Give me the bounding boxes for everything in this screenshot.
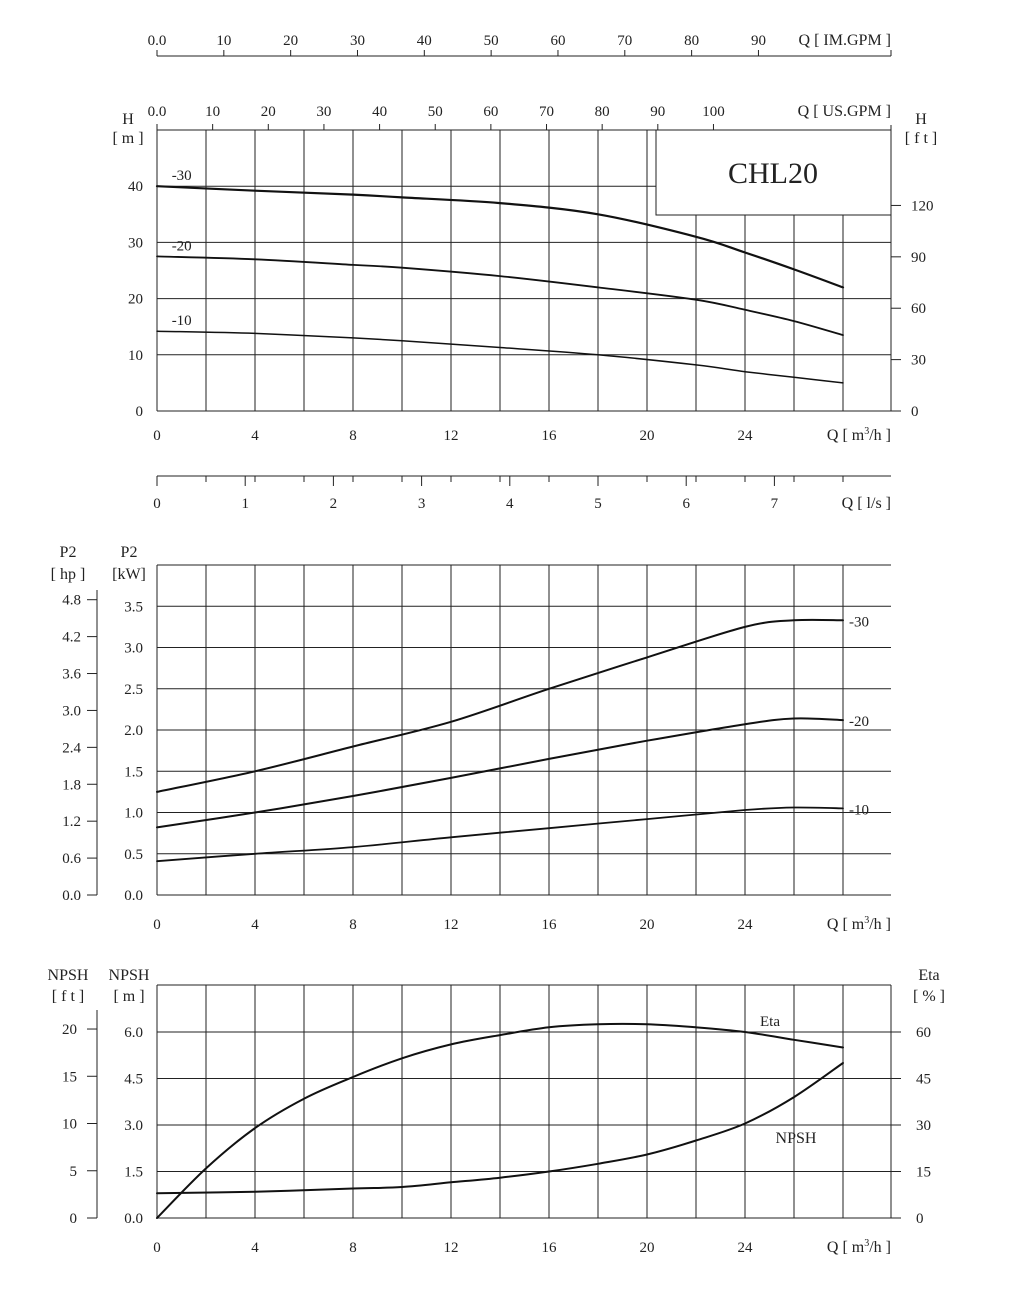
power-kw-tick-label: 0.0 [124, 888, 143, 904]
npsh-m-tick-label: 0.0 [124, 1211, 143, 1227]
npsh-x-axis-label [827, 1238, 891, 1256]
ls-axis-label: Q [ l/s ] [841, 495, 891, 512]
imgpm-tick-label: 20 [283, 33, 299, 49]
head-m-axis-unit: [ m ] [112, 130, 144, 147]
head-ft-tick-label: 0 [911, 404, 919, 420]
npsh-ft-axis-unit: [ f t ] [51, 988, 85, 1005]
power-curve-label: -30 [849, 614, 869, 631]
model-title-box [656, 130, 891, 215]
head-ft-axis-unit: [ f t ] [904, 130, 938, 147]
head-curve-label: -20 [171, 238, 192, 255]
usgpm-tick-label: 80 [594, 104, 610, 120]
power-x-tick-label: 20 [639, 917, 655, 933]
npsh-x-tick-label: 12 [443, 1240, 459, 1256]
power-kw-tick-label: 1.0 [124, 805, 143, 822]
power-kw-axis-title: P2 [120, 544, 138, 561]
usgpm-tick-label: 100 [702, 104, 725, 120]
power-hp-tick-label: 3.0 [62, 703, 81, 720]
power-x-tick-label: 24 [737, 917, 753, 933]
head-x-tick-label: 12 [443, 428, 459, 444]
usgpm-tick-label: 40 [372, 104, 388, 120]
eta-tick-label: 15 [916, 1164, 931, 1181]
power-x-axis-label [827, 915, 891, 933]
usgpm-axis-label: Q [ US.GPM ] [797, 103, 891, 120]
head-ft-tick-label: 30 [911, 352, 926, 369]
power-hp-tick-label: 4.8 [62, 592, 81, 609]
power-hp-tick-label: 1.2 [62, 814, 81, 831]
power-x-tick-label: 8 [349, 917, 357, 933]
npsh-x-tick-label: 16 [541, 1240, 557, 1256]
imgpm-tick-label: 90 [750, 33, 766, 49]
power-hp-axis-unit: [ hp ] [50, 566, 86, 583]
eta-tick-label: 0 [916, 1211, 924, 1227]
head-m-tick-label: 40 [128, 179, 143, 196]
npsh-m-axis-unit: [ m ] [113, 988, 145, 1005]
ls-tick-label: 2 [329, 496, 338, 512]
ls-tick-label: 5 [594, 496, 602, 512]
imgpm-tick-label: 70 [617, 33, 633, 49]
head-m-axis-title: H [122, 111, 134, 128]
power-kw-tick-label: 2.5 [124, 681, 143, 698]
power-kw-axis-unit: [kW] [112, 566, 146, 583]
power-hp-tick-label: 2.4 [62, 740, 81, 757]
usgpm-tick-label: 20 [260, 104, 276, 120]
npsh-curve-label: NPSH [775, 1130, 817, 1147]
npsh-m-axis-title: NPSH [108, 967, 150, 984]
npsh-m-tick-label: 4.5 [124, 1071, 143, 1088]
usgpm-tick-label: 60 [483, 104, 499, 120]
eta-axis-title: Eta [918, 967, 940, 984]
npsh-ft-tick-label: 10 [62, 1116, 77, 1133]
power-grid [157, 565, 891, 895]
npsh-x-tick-label: 24 [737, 1240, 753, 1256]
imgpm-tick-label: 40 [416, 33, 432, 49]
npsh-ft-tick-label: 15 [62, 1069, 77, 1086]
npsh-grid [157, 985, 891, 1218]
imgpm-tick-label: 0.0 [147, 33, 167, 49]
ls-tick-label: 3 [417, 496, 426, 512]
imgpm-axis-label: Q [ IM.GPM ] [798, 32, 891, 49]
usgpm-tick-label: 30 [316, 104, 332, 120]
power-hp-axis-title: P2 [59, 544, 77, 561]
power-x-tick-label: 0 [153, 917, 161, 933]
head-ft-tick-label: 120 [911, 198, 934, 215]
head-m-tick-label: 30 [128, 235, 143, 252]
head-m-tick-label: 20 [128, 291, 143, 308]
eta-tick-label: 30 [916, 1118, 931, 1134]
head-x-tick-label: 4 [251, 428, 259, 444]
power-hp-tick-label: 4.2 [62, 629, 81, 646]
head-ft-tick-label: 60 [911, 301, 926, 318]
head-x-tick-label: 16 [541, 428, 557, 444]
head-curve-label: -30 [171, 168, 192, 185]
ls-tick-label: 4 [506, 496, 514, 512]
eta-axis-unit: [ % ] [913, 988, 945, 1005]
npsh-x-tick-label: 8 [349, 1240, 357, 1256]
power-hp-tick-label: 0.0 [62, 888, 81, 904]
ls-tick-label: 7 [770, 496, 779, 512]
imgpm-tick-label: 30 [349, 33, 365, 49]
usgpm-tick-label: 10 [205, 104, 221, 120]
power-curve-label: -10 [849, 802, 869, 819]
npsh-ft-tick-label: 0 [69, 1211, 77, 1227]
power-x-tick-label: 12 [443, 917, 459, 933]
head-ft-tick-label: 90 [911, 249, 926, 266]
ls-tick-label: 6 [682, 496, 690, 512]
usgpm-tick-label: 90 [650, 104, 666, 120]
power-x-tick-label: 16 [541, 917, 557, 933]
power-kw-tick-label: 3.0 [124, 640, 143, 657]
eta-curve-label: Eta [760, 1014, 780, 1030]
power-hp-tick-label: 1.8 [62, 777, 81, 794]
ls-tick-label: 0 [153, 496, 161, 512]
eta-tick-label: 45 [916, 1071, 931, 1088]
usgpm-tick-label: 70 [539, 104, 555, 120]
model-title: CHL20 [728, 157, 818, 190]
svg-text:Q [ m3/h ]: Q [ $m^3/h$ ] [826, 426, 891, 444]
npsh-x-tick-label: 4 [251, 1240, 259, 1256]
imgpm-tick-label: 50 [483, 33, 499, 49]
svg-text:Q [ m3/h ]: Q [ $m^3/h$ ] [826, 915, 891, 933]
eta-tick-label: 60 [916, 1025, 931, 1041]
power-kw-tick-label: 0.5 [124, 846, 143, 863]
npsh-ft-axis-title: NPSH [47, 967, 89, 984]
npsh-m-tick-label: 1.5 [124, 1164, 143, 1181]
imgpm-tick-label: 60 [550, 33, 566, 49]
ls-tick-label: 1 [241, 496, 249, 512]
head-curve-label: -10 [171, 313, 192, 330]
power-hp-tick-label: 0.6 [62, 851, 81, 868]
usgpm-tick-label: 50 [427, 104, 443, 120]
svg-text:Q [ m3/h ]: Q [ $m^3/h$ ] [826, 1238, 891, 1256]
head-x-tick-label: 8 [349, 428, 357, 444]
head-x-tick-label: 24 [737, 428, 753, 444]
head-x-axis-label [827, 426, 891, 444]
head-m-tick-label: 10 [128, 347, 143, 364]
power-kw-tick-label: 3.5 [124, 599, 143, 616]
head-x-tick-label: 20 [639, 428, 655, 444]
npsh-x-tick-label: 20 [639, 1240, 655, 1256]
head-m-tick-label: 0 [135, 404, 143, 420]
npsh-m-tick-label: 6.0 [124, 1025, 143, 1041]
head-ft-axis-title: H [915, 111, 927, 128]
power-kw-tick-label: 1.5 [124, 764, 143, 781]
head-x-tick-label: 0 [153, 428, 161, 444]
power-x-tick-label: 4 [251, 917, 259, 933]
imgpm-tick-label: 10 [216, 33, 232, 49]
npsh-m-tick-label: 3.0 [124, 1118, 143, 1134]
power-curve-label: -20 [849, 714, 869, 731]
npsh-x-tick-label: 0 [153, 1240, 161, 1256]
usgpm-tick-label: 0.0 [147, 104, 167, 120]
npsh-ft-tick-label: 5 [69, 1163, 77, 1180]
npsh-ft-tick-label: 20 [62, 1022, 77, 1039]
power-hp-tick-label: 3.6 [62, 666, 81, 683]
imgpm-tick-label: 80 [684, 33, 700, 49]
power-kw-tick-label: 2.0 [124, 723, 143, 739]
